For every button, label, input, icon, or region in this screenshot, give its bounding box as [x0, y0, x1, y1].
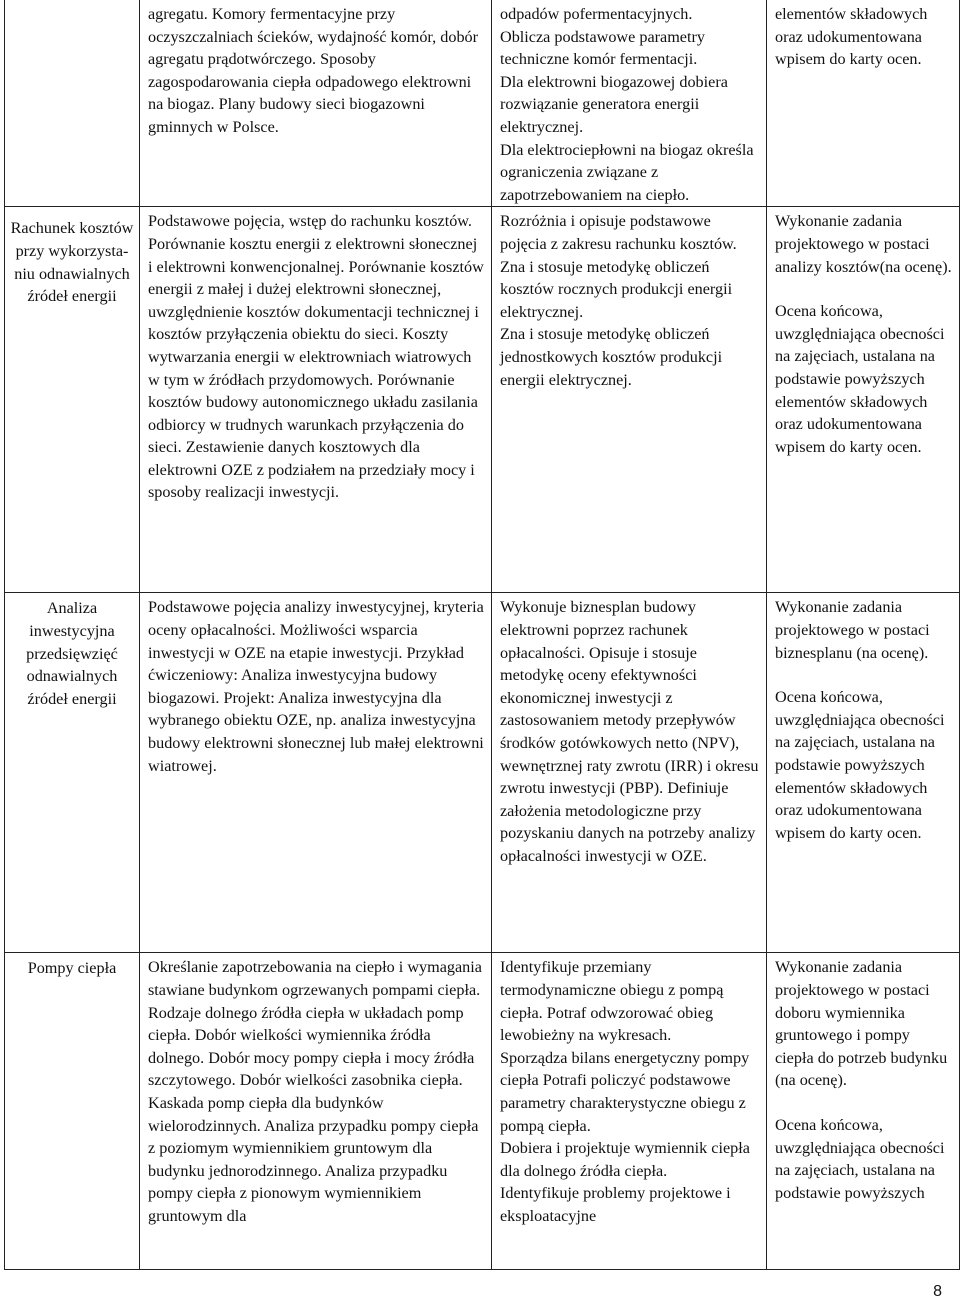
outcome-item: Wykonuje biznesplan budowy elektrowni poprzez rachunek opłacalności. Opisuje i stosuje metodykę oceny efektywności ekonomicznej inwestycji z zastosowaniem metody przepływów środków gotówkowych netto (NPV), wewnętrznej raty zwrotu (IRR) i okresu zwrotu inwestycji (PBP). Definiuje założenia metodologiczne przy pozyskaniu danych na potrzeby analizy opłacalności inwestycji w OZE.: [500, 598, 759, 865]
assessment-item: Ocena końcowa, uwzględniająca obecności na zajęciach, ustalana na podstawie powyższych elementów składowych oraz udokumentowana wpisem do karty ocen.: [775, 688, 945, 842]
table-row: [5, 953, 960, 1270]
outcomes-cell: [492, 207, 767, 593]
assessment-item: elementów składowych oraz udokumentowana wpisem do karty ocen.: [775, 5, 928, 69]
assessment-item: Ocena końcowa, uwzględniająca obecności na zajęciach, ustalana na podstawie powyższych: [775, 1115, 945, 1202]
content-paragraph: Podstawowe pojęcia, wstęp do rachunku kosztów. Porównanie kosztu energii z elektrowni słonecznej i elektrowni konwencjonalnej. Porównanie kosztów energii z małej i dużej elektrowni słonecznej, uwzględnienie kosztów dokumentacji technicznej i kosztów przyłączenia obiektu do sieci. Koszty wytwarzania energii w elektrowniach wiatrowych w tym w źródłach przydomowych. Porównanie kosztów budowy autonomicznego układu zasilania odbiorcy w trudnych warunkach przyłączenia do sieci. Zestawienie danych kosztowych dla elektrowni OZE z podziałem na przedziały mocy i sposoby realizacji inwestycji.: [148, 212, 484, 502]
topic-text: Rachunek kosztów przy wykorzysta-niu odnawialnych źródeł energii: [10, 219, 134, 306]
outcome-item: Dla elektrociepłowni na biogaz określa ograniczenia związane z zapotrzebowaniem na ciepło.: [500, 140, 754, 204]
outcome-item: Sporządza bilans energetyczny pompy ciepła Potrafi policzyć podstawowe parametry charakterystyczne obiegu z pompą ciepła.: [500, 1048, 750, 1135]
content-cell: [140, 593, 492, 953]
table-row: [5, 0, 960, 207]
syllabus-table: [4, 0, 960, 1270]
assessment-item: Wykonanie zadania projektowego w postaci doboru wymiennika gruntowego i pompy ciepła do potrzeb budynku (na ocenę).: [775, 958, 948, 1090]
outcomes-cell: [492, 953, 767, 1270]
topic-cell: [5, 0, 140, 207]
outcome-item: Identyfikuje problemy projektowe i eksploatacyjne: [500, 1184, 731, 1225]
content-cell: [140, 0, 492, 207]
assessment-cell: [767, 207, 960, 593]
assessment-item: Wykonanie zadania projektowego w postaci analizy kosztów(na ocenę).: [775, 212, 952, 276]
topic-cell: [5, 207, 140, 593]
outcome-item: Zna i stosuje metodykę obliczeń jednostkowych kosztów produkcji energii elektrycznej.: [500, 325, 723, 389]
content-cell: [140, 953, 492, 1270]
topic-cell: [5, 593, 140, 953]
assessment-cell: [767, 593, 960, 953]
content-paragraph: Podstawowe pojęcia analizy inwestycyjnej, kryteria oceny opłacalności. Możliwości wsparcia inwestycji w OZE na etapie inwestycji. Przykład ćwiczeniowy: Analiza inwestycyjna budowy biogazowi. Projekt: Analiza inwestycyjna dla wybranego obiektu OZE, np. analiza inwestycyjna budowy elektrowni słonecznej lub małej elektrowni wiatrowej.: [148, 598, 484, 775]
table-row: [5, 207, 960, 593]
table-row: [5, 593, 960, 953]
outcome-item: Dobiera i projektuje wymiennik ciepła dla dolnego źródła ciepła.: [500, 1139, 750, 1180]
outcome-item: Dla elektrowni biogazowej dobiera rozwiązanie generatora energii elektrycznej.: [500, 72, 728, 136]
content-cell: [140, 207, 492, 593]
topic-text: Pompy ciepła: [27, 959, 117, 978]
content-paragraph: Określanie zapotrzebowania na ciepło i wymagania stawiane budynkom ogrzewanych pompami ciepła. Rodzaje dolnego źródła ciepła w układach pomp ciepła. Dobór wielkości wymiennika źródła dolnego. Dobór mocy pompy ciepła i mocy źródła szczytowego. Dobór wielkości zasobnika ciepła. Kaskada pomp ciepła dla budynków wielorodzinnych. Analiza przypadku pompy ciepła z poziomym wymiennikiem gruntowym dla budynku jednorodzinnego. Analiza przypadku pompy ciepła z pionowym wymiennikiem gruntowym dla: [148, 958, 482, 1225]
topic-cell: [5, 953, 140, 1270]
assessment-item: Ocena końcowa, uwzględniająca obecności na zajęciach, ustalana na podstawie powyższych elementów składowych oraz udokumentowana wpisem do karty ocen.: [775, 302, 945, 456]
content-paragraph: agregatu. Komory fermentacyjne przy oczyszczalniach ścieków, wydajność komór, dobór agregatu prądotwórczego. Sposoby zagospodarowania ciepła odpadowego elektrowni na biogaz. Plany budowy sieci biogazowni gminnych w Polsce.: [148, 5, 479, 136]
outcome-item: odpadów pofermentacyjnych.: [500, 5, 693, 23]
outcome-item: Oblicza podstawowe parametry techniczne komór fermentacji.: [500, 27, 705, 69]
assessment-item: Wykonanie zadania projektowego w postaci biznesplanu (na ocenę).: [775, 598, 930, 662]
outcomes-cell: [492, 0, 767, 207]
topic-text: Analiza inwestycyjna przedsięwzięć odnawialnych źródeł energii: [26, 599, 118, 708]
outcomes-cell: [492, 593, 767, 953]
outcome-item: Rozróżnia i opisuje podstawowe pojęcia z zakresu rachunku kosztów.: [500, 212, 737, 253]
assessment-cell: [767, 953, 960, 1270]
page-number: 8: [933, 1283, 942, 1300]
outcome-item: Identyfikuje przemiany termodynamiczne obiegu z pompą ciepła. Potraf odwzorować obieg lewobieżny na wykresach.: [500, 958, 724, 1045]
assessment-cell: [767, 0, 960, 207]
outcome-item: Zna i stosuje metodykę obliczeń kosztów rocznych produkcji energii elektrycznej.: [500, 257, 733, 321]
